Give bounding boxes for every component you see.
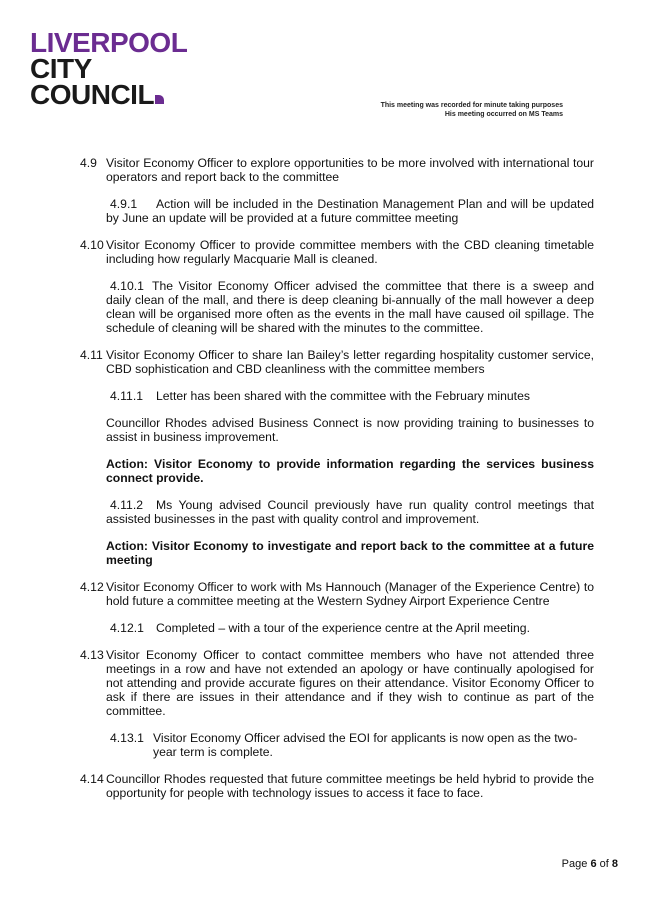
item-text: Visitor Economy Officer advised the EOI for applicants is now open as the two-year term is complete. <box>153 731 578 759</box>
action-business-connect: Action: Visitor Economy to provide information regarding the services business connect provide. <box>106 457 594 485</box>
item-text: Letter has been shared with the committee with the February minutes <box>156 389 530 403</box>
item-4-13 <box>80 648 594 718</box>
item-text: Action will be included in the Destination Management Plan and will be updated by June an update will be provided at a future committee meeting <box>106 197 594 225</box>
logo-line-2: CITY <box>30 53 92 84</box>
page-number <box>562 858 618 870</box>
item-text: The Visitor Economy Officer advised the committee that there is a sweep and daily clean of the mall, and there is deep cleaning bi-annually of the mall however a deep clean will be organised more often as the events in the mall have caused oil spillage. The schedule of cleaning will be shared with the minutes to the committee. <box>106 279 594 335</box>
item-4-9-1 <box>106 197 594 225</box>
council-logo <box>30 27 188 110</box>
item-4-9 <box>80 156 594 184</box>
item-text: Visitor Economy Officer to provide committee members with the CBD cleaning timetable including how regularly Macquarie Mall is cleaned. <box>106 238 594 266</box>
logo-mark-icon <box>155 95 164 104</box>
action-investigate: Action: Visitor Economy to investigate and report back to the committee at a future meeting <box>106 539 594 567</box>
item-4-11-1 <box>106 389 594 403</box>
recording-note-line-2: His meeting occurred on MS Teams <box>444 111 563 118</box>
minutes-body <box>80 156 594 813</box>
item-4-10-1 <box>106 279 594 335</box>
item-4-11 <box>80 348 594 376</box>
page-prefix: Page <box>561 858 588 870</box>
item-text: Completed – with a tour of the experience centre at the April meeting. <box>156 621 530 635</box>
rhodes-paragraph: Councillor Rhodes advised Business Connect is now providing training to businesses to assist in business improvement. <box>106 416 594 444</box>
item-4-11-2 <box>106 498 594 526</box>
item-4-12-1 <box>106 621 594 635</box>
item-4-10 <box>80 238 594 266</box>
item-text: Visitor Economy Officer to share Ian Bailey’s letter regarding hospitality customer service, CBD sophistication and CBD cleanliness with the committee members <box>106 348 594 376</box>
page-of: of <box>599 858 609 870</box>
item-number: 4.9.1 <box>110 197 138 211</box>
item-number: 4.11 <box>80 348 103 362</box>
item-text: Councillor Rhodes requested that future committee meetings be held hybrid to provide the opportunity for people with technology issues to access it face to face. <box>106 772 594 800</box>
item-number: 4.10 <box>80 238 104 252</box>
item-number: 4.11.1 <box>110 389 143 403</box>
logo-line-1: LIVERPOOL <box>30 27 188 58</box>
recording-note-line-1: This meeting was recorded for minute taking purposes <box>380 102 563 109</box>
item-text: Ms Young advised Council previously have run quality control meetings that assisted businesses in the past with quality control and improvement. <box>106 498 594 526</box>
item-number: 4.12 <box>80 580 104 594</box>
item-number: 4.13.1 <box>110 731 144 745</box>
item-text: Visitor Economy Officer to contact committee members who have not attended three meetings in a row and have not extended an apology or have continually apologised for not attending and provide accurate figures on their attendance. Visitor Economy Officer to ask if there are issues in their attendance and if they wish to continue as part of the committee. <box>106 648 594 718</box>
item-number: 4.9 <box>80 156 97 170</box>
logo-line-3: COUNCIL <box>30 82 187 108</box>
item-number: 4.12.1 <box>110 621 144 635</box>
item-4-14 <box>80 772 594 800</box>
item-number: 4.11.2 <box>110 498 143 512</box>
item-4-12 <box>80 580 594 608</box>
item-number: 4.10.1 <box>110 279 144 293</box>
item-text: Visitor Economy Officer to work with Ms Hannouch (Manager of the Experience Centre) to hold future a committee meeting at the Western Sydney Airport Experience Centre <box>106 580 594 608</box>
item-number: 4.13 <box>80 648 104 662</box>
item-number: 4.14 <box>80 772 104 786</box>
recording-note <box>381 101 563 119</box>
item-text: Visitor Economy Officer to explore opportunities to be more involved with international tour operators and report back to the committee <box>106 156 594 184</box>
total-pages: 8 <box>611 858 618 870</box>
item-4-13-1 <box>106 731 594 759</box>
current-page: 6 <box>590 858 597 870</box>
